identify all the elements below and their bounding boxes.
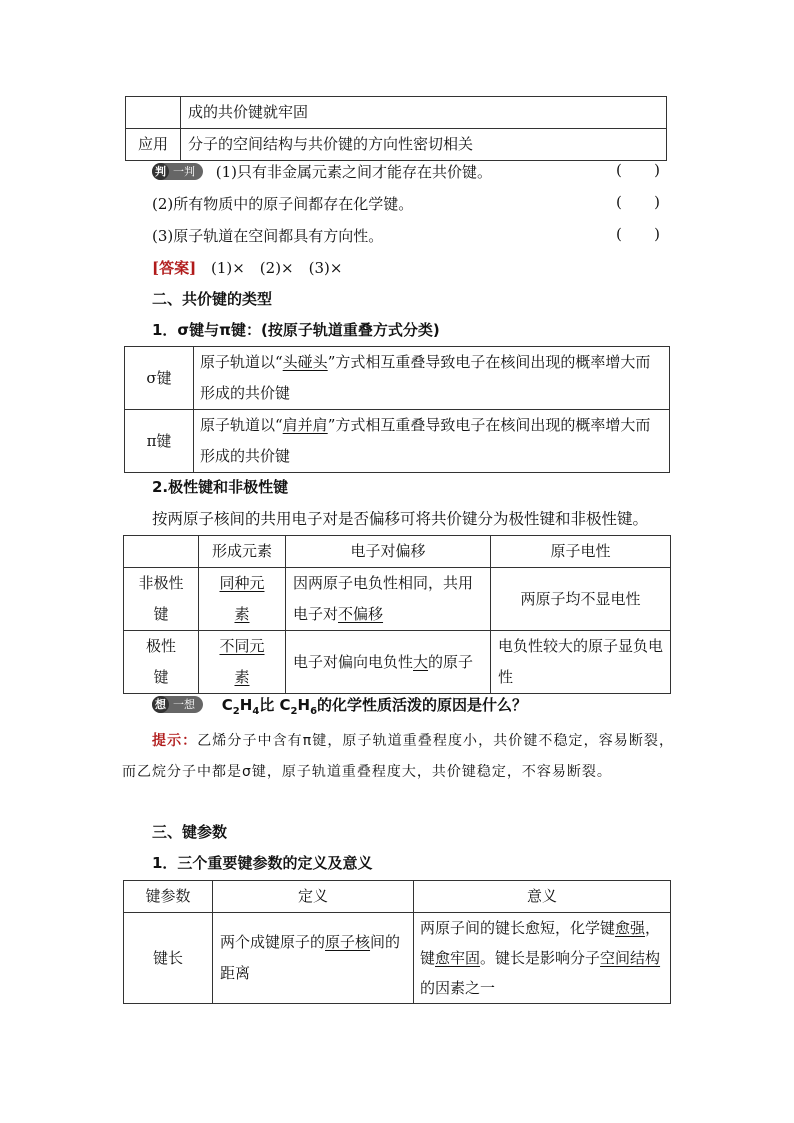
top-table-row2-label: 应用 [126,129,181,161]
nonpolar-label: 非极性键 [124,568,199,631]
sigma-pi-table [124,346,670,473]
polar-label: 极性键 [124,631,199,694]
section2-sub2: 2.极性键和非极性键 [152,478,289,496]
judge-q1-line [152,161,492,182]
bond-param-table [123,880,671,1004]
polar-shift: 电子对偏向电负性大的原子 [286,631,491,694]
section2-heading: 二、共价键的类型 [152,290,273,308]
bond-length-mean: 两原子间的键长愈短，化学键愈强，键愈牢固。键长是影响分子空间结构的因素之一 [414,913,671,1004]
polar-charge: 电负性较大的原子显负电性 [491,631,671,694]
param-header-name: 键参数 [124,881,213,913]
hint-label: 提示： [152,733,198,749]
section2-intro: 按两原子核间的共用电子对是否偏移可将共价键分为极性键和非极性键。 [152,510,649,528]
think-question: $C_2H_4$比 $C_2H_6$的化学性质活泼的原因是什么？ [221,696,528,717]
sigma-label: σ键 [125,347,194,410]
polar-elem: 不同元素 [199,631,286,694]
top-table-row2-cell: 分子的空间结构与共价键的方向性密切相关 [181,129,667,161]
param-header-mean: 意义 [414,881,671,913]
judge-q3-paren: ( ) [616,225,660,243]
polar-header-empty [124,536,199,568]
judge-q3: (3)原子轨道在空间都具有方向性。 [152,227,384,245]
top-table [125,96,667,161]
answer-label: [答案] [152,259,197,277]
judge-q1: (1)只有非金属元素之间才能存在共价键。 [215,163,493,181]
nonpolar-elem: 同种元素 [199,568,286,631]
section3-sub1: 1．三个重要键参数的定义及意义 [152,854,373,872]
top-table-empty-cell [126,97,181,129]
think-line [152,694,527,717]
pi-label: π键 [125,410,194,473]
hint-text: 乙烯分子中含有π键，原子轨道重叠程度小，共价键不稳定，容易断裂，而乙烷分子中都是σ键，原子轨道重叠程度大，共价键稳定，不容易断裂。 [122,733,674,780]
polar-header-elem: 形成元素 [199,536,286,568]
nonpolar-shift: 因两原子电负性相同，共用电子对不偏移 [286,568,491,631]
polar-header-charge: 原子电性 [491,536,671,568]
answer-line [152,257,342,278]
top-table-row1-cell: 成的共价键就牢固 [181,97,667,129]
bond-length-def: 两个成键原子的原子核间的距离 [213,913,414,1004]
judge-q2: (2)所有物质中的原子间都存在化学键。 [152,195,414,213]
answer-text: (1)× (2)× (3)× [210,259,343,277]
judge-q2-paren: ( ) [616,193,660,211]
judge-badge: 判 一判 [152,163,203,180]
judge-q1-paren: ( ) [616,161,660,179]
nonpolar-charge: 两原子均不显电性 [491,568,671,631]
section3-heading: 三、键参数 [152,823,228,841]
bond-length-label: 键长 [124,913,213,1004]
pi-text: 原子轨道以“肩并肩”方式相互重叠导致电子在核间出现的概率增大而形成的共价键 [194,410,670,473]
judge-badge-icon: 判 [152,163,169,180]
think-badge-icon: 想 [152,696,169,713]
think-badge: 想 一想 [152,696,203,713]
hint-paragraph [122,726,674,788]
sigma-text: 原子轨道以“头碰头”方式相互重叠导致电子在核间出现的概率增大而形成的共价键 [194,347,670,410]
section2-sub1: 1．σ键与π键：(按原子轨道重叠方式分类) [152,321,440,339]
polar-table [123,535,671,694]
polar-header-shift: 电子对偏移 [286,536,491,568]
param-header-def: 定义 [213,881,414,913]
